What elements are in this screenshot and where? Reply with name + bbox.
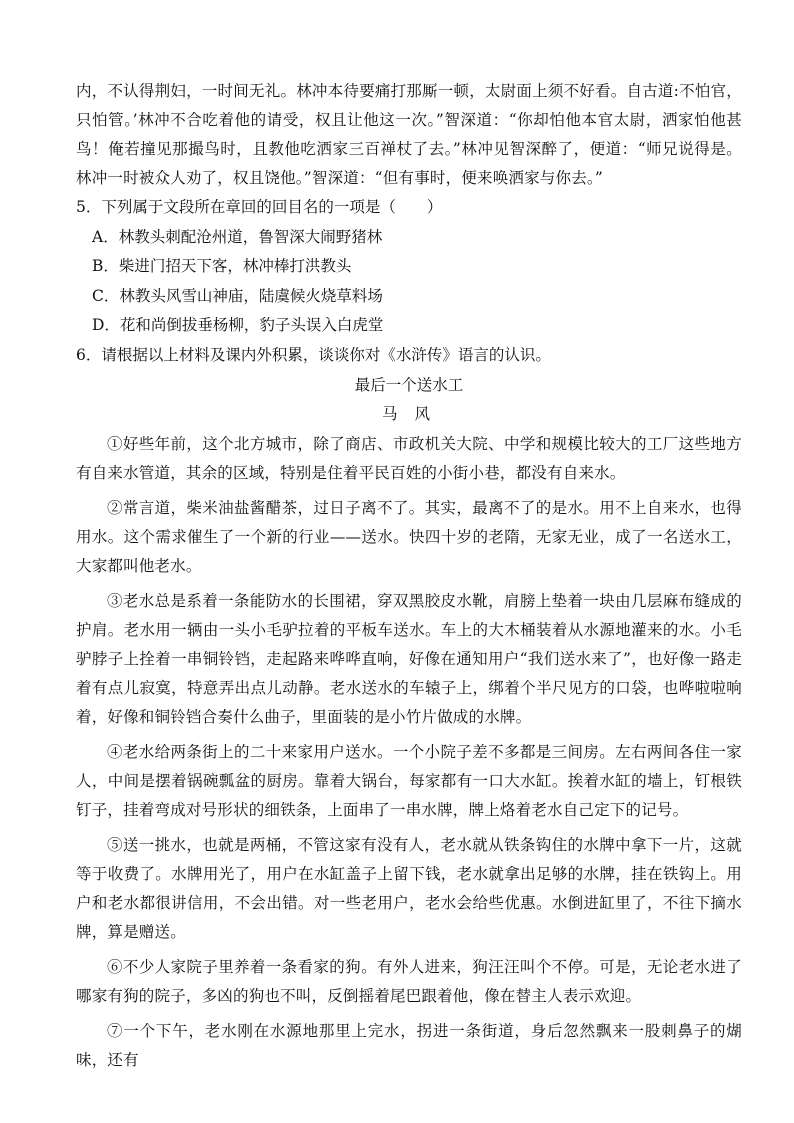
article-paragraph-4: ④老水给两条街上的二十来家用户送水。一个小院子差不多都是三间房。左右两间各住一家人，中间是摆着锅碗瓢盆的厨房。靠着大锅台，每家都有一口大水缸。挨着水缸的墙上，钉根铁钉子，挂着弯成对号形状的细铁条，上面串了一串水牌，牌上烙着老水自己定下的记号。 (76, 743, 742, 819)
article-author: 马 风 (382, 405, 436, 423)
article-paragraph-7: ⑦一个下午，老水刚在水源地那里上完水，拐进一条街道，身后忽然飘来一股刺鼻子的煳味，还有 (76, 1022, 742, 1069)
question-6-stem: 6．请根据以上材料及课内外积累，谈谈你对《水浒传》语言的认识。 (76, 345, 551, 364)
question-5-option-b: B．柴进门招天下客，林冲棒打洪教头 (92, 257, 352, 275)
passage-excerpt-tail: 内，不认得荆妇，一时间无礼。林冲本待要痛打那厮一顿，太尉面上须不好看。自古道:不怕官，只怕管。’林冲不合吃着他的请受，权且让他这一次。”智深道：“你却怕他本官太尉，洒家怕他甚鸟！俺若撞见那撮鸟时，且教他吃洒家三百禅杖了去。”林冲见智深醉了，便道：“师兄说得是。林冲一时被众人劝了，权且饶他。”智深道：“但有事时，便来唤洒家与你去。” (76, 82, 742, 187)
article-paragraph-2: ②常言道，柴米油盐酱醋茶，过日子离不了。其实，最离不了的是水。用不上自来水，也得用水。这个需求催生了一个新的行业——送水。快四十岁的老隋，无家无业，成了一名送水工，大家都叫他老水。 (76, 499, 742, 575)
question-5-stem: 5．下列属于文段所在章回的回目名的一项是（ ） (76, 198, 443, 216)
article-paragraph-6: ⑥不少人家院子里养着一条看家的狗。有外人进来，狗汪汪叫个不停。可是，无论老水进了哪家有狗的院子，多凶的狗也不叫，反倒摇着尾巴跟着他，像在替主人表示欢迎。 (76, 958, 742, 1005)
page-content (76, 77, 742, 1075)
article-paragraph-3: ③老水总是系着一条能防水的长围裙，穿双黑胶皮水靴，肩膀上垫着一块由几层麻布缝成的护肩。老水用一辆由一头小毛驴拉着的平板车送水。车上的大木桶装着从水源地灌来的水。小毛驴脖子上拴着一串铜铃铛，走起路来哗哗直响，好像在通知用户“我们送水来了”，也好像一路走着有点儿寂寞，特意弄出点儿动静。老水送水的车辕子上，绑着个半尺见方的口袋，也哗啦啦响着，好像和铜铃铛合奏什么曲子，里面装的是小竹片做成的水牌。 (76, 592, 742, 726)
question-5-option-d: D．花和尚倒拔垂杨柳，豹子头误入白虎堂 (92, 316, 384, 334)
article-paragraph-1: ①好些年前，这个北方城市，除了商店、市政机关大院、中学和规模比较大的工厂这些地方有自来水管道，其余的区域，特别是住着平民百姓的小街小巷，都没有自来水。 (76, 435, 742, 482)
question-5-option-a: A．林教头刺配沧州道，鲁智深大闹野猪林 (92, 227, 383, 246)
article-title: 最后一个送水工 (354, 376, 464, 394)
question-5-option-c: C．林教头风雪山神庙，陆虞候火烧草料场 (92, 286, 383, 305)
article-paragraph-5: ⑤送一挑水，也就是两桶，不管这家有没有人，老水就从铁条钩住的水牌中拿下一片，这就等于收费了。水牌用光了，用户在水缸盖子上留下钱，老水就拿出足够的水牌，挂在铁钩上。用户和老水都很讲信用，不会出错。对一些老用户，老水会给些优惠。水倒进缸里了，不往下摘水牌，算是赠送。 (76, 836, 742, 941)
